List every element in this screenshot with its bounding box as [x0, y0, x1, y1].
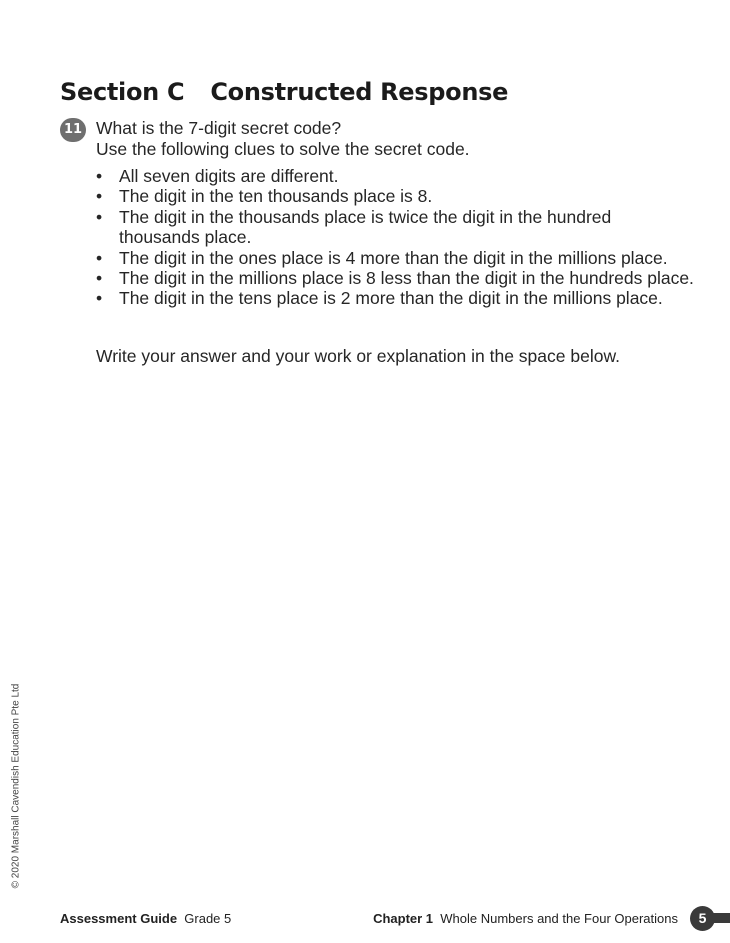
clue-text: The digit in the ten thousands place is 8.: [119, 186, 433, 207]
clue-text: The digit in the millions place is 8 less than the digit in the hundreds place.: [119, 268, 694, 289]
clue-text: The digit in the thousands place is twice the digit in the hundred thousands place.: [119, 206, 612, 248]
question-prompt: [96, 118, 470, 160]
clue-list: [96, 166, 696, 309]
section-title: Constructed Response: [210, 78, 509, 106]
footer-chapter-info: [373, 911, 678, 926]
bullet-icon: •: [96, 166, 103, 186]
question-number-badge: 11: [60, 118, 86, 142]
answer-instruction: Write your answer and your work or explanation in the space below.: [96, 345, 620, 366]
bullet-icon: •: [96, 247, 103, 268]
clue-item: [96, 166, 696, 186]
clue-item: [96, 268, 696, 288]
clue-text: All seven digits are different.: [119, 166, 339, 186]
bullet-icon: •: [96, 186, 103, 207]
copyright-notice: © 2020 Marshall Cavendish Education Pte Ltd: [10, 683, 22, 889]
grade-label: Grade 5: [184, 911, 232, 926]
bullet-icon: •: [96, 268, 103, 289]
page-number-badge: 5: [690, 906, 715, 931]
chapter-title: Whole Numbers and the Four Operations: [440, 911, 678, 926]
clue-item: [96, 288, 696, 308]
chapter-label: Chapter 1: [373, 911, 434, 926]
prompt-line-1: What is the 7-digit secret code?: [96, 118, 342, 138]
bullet-icon: •: [96, 288, 103, 309]
clue-item: [96, 207, 696, 248]
clue-item: [96, 186, 696, 206]
bullet-icon: •: [96, 206, 103, 227]
prompt-line-2: Use the following clues to solve the secret code.: [96, 139, 470, 159]
clue-text: The digit in the tens place is 2 more than the digit in the millions place.: [119, 288, 663, 309]
book-title: Assessment Guide: [60, 911, 178, 926]
clue-item: [96, 248, 696, 268]
clue-text: The digit in the ones place is 4 more than the digit in the millions place.: [119, 247, 668, 268]
footer-book-info: [60, 911, 231, 926]
section-heading: [60, 78, 508, 106]
section-label: Section C: [60, 78, 185, 106]
